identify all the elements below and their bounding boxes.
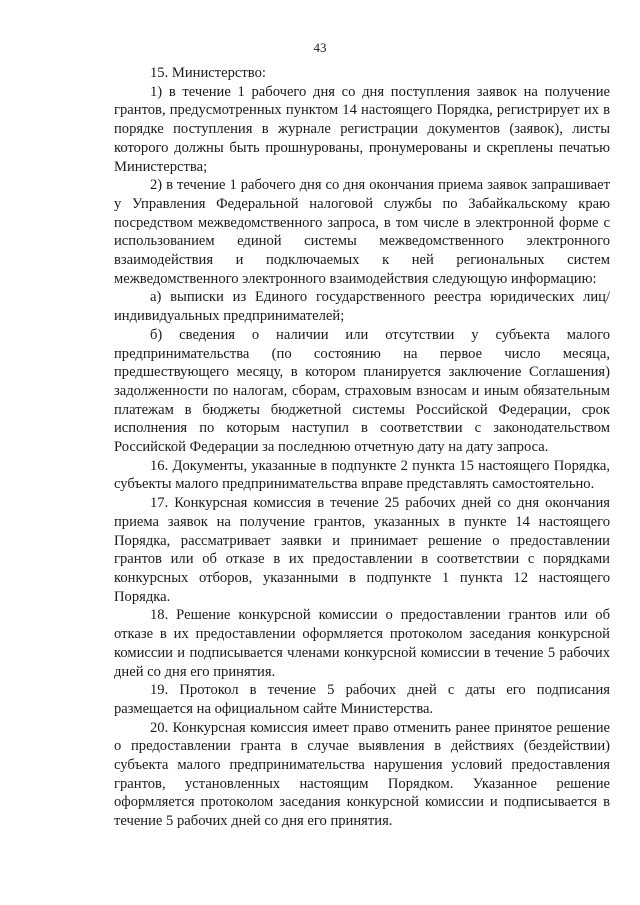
document-body xyxy=(114,64,610,831)
paragraph-15-item-2: 2) в течение 1 рабочего дня со дня окончания приема заявок запрашивает у Управления Федеральной налоговой службы по Забайкальскому краю посредством межведомственного запроса, в том числе в электронной форме с использованием единой системы межведомственного электронного взаимодействия и подключаемых к ней региональных систем межведомственного электронного взаимодействия следующую информацию: xyxy=(114,177,610,287)
page-number: 43 xyxy=(313,40,327,55)
paragraph-16: 16. Документы, указанные в подпункте 2 пункта 15 настоящего Порядка, субъекты малого предпринимательства вправе представлять самостоятельно. xyxy=(114,457,610,493)
paragraph-20: 20. Конкурсная комиссия имеет право отменить ранее принятое решение о предоставлении гранта в случае выявления в действиях (бездействии) субъекта малого предпринимательства нарушения условий предоставления грантов, установленных настоящим Порядком. Указанное решение оформляется протоколом заседания конкурсной комиссии и подписывается в течение 5 рабочих дней со дня его принятия. xyxy=(114,719,610,830)
paragraph-17: 17. Конкурсная комиссия в течение 25 рабочих дней со дня окончания приема заявок на получение грантов, указанных в пункте 14 настоящего Порядка, рассматривает заявки и принимает решение о предоставлении грантов или об отказе в их предоставлении в соответствии с порядками конкурсных отборов, указанными в подпункте 1 пункта 12 настоящего Порядка. xyxy=(114,495,610,605)
paragraph-15-item-2b: б) сведения о наличии или отсутствии у субъекта малого предпринимательства (по состоянию на первое число месяца, предшествующего месяцу, в котором планируется заключение Соглашения) задолженности по налогам, сборам, страховым взносам и иным обязательным платежам в бюджеты бюджетной системы Российской Федерации, срок исполнения по которым наступил в соответствии с законодательством Российской Федерации за последнюю отчетную дату на дату запроса. xyxy=(114,326,610,456)
paragraph-18: 18. Решение конкурсной комиссии о предоставлении грантов или об отказе в их предоставлении оформляется протоколом заседания конкурсной комиссии и подписывается членами конкурсной комиссии в течение 5 рабочих дней со дня его принятия. xyxy=(114,607,610,680)
paragraph-15-heading: 15. Министерство: xyxy=(150,65,266,81)
paragraph-15-item-1: 1) в течение 1 рабочего дня со дня поступления заявок на получение грантов, предусмотренных пунктом 14 настоящего Порядка, регистрирует их в порядке поступления в журнале регистрации документов (заявок), листы которого должны быть прошнурованы, пронумерованы и скреплены печатью Министерства; xyxy=(114,83,610,175)
paragraph-19: 19. Протокол в течение 5 рабочих дней с даты его подписания размещается на официальном сайте Министерства. xyxy=(114,682,610,717)
paragraph-15-item-2a: а) выписки из Единого государственного реестра юридических лиц/индивидуальных предпринимателей; xyxy=(114,289,610,325)
